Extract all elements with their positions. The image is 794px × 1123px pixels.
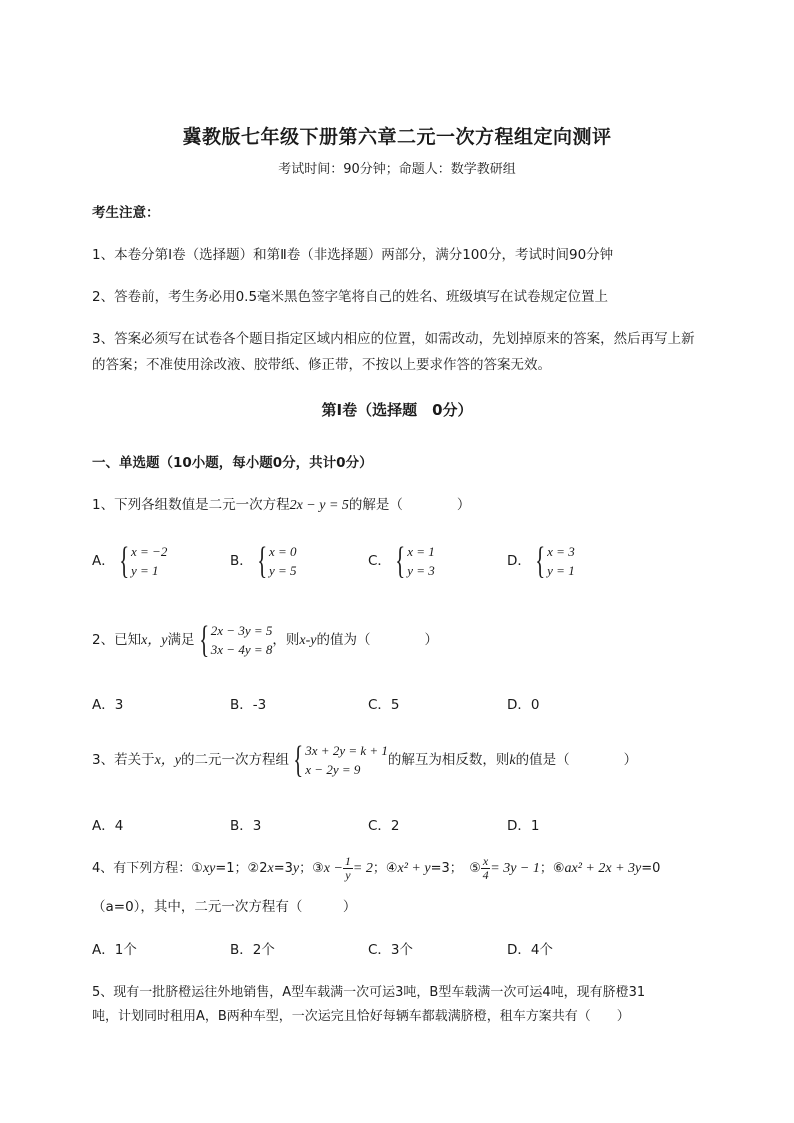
- variable-k: k: [509, 753, 516, 768]
- brace-icon: {: [395, 540, 406, 582]
- option-b[interactable]: B．3: [230, 818, 262, 834]
- brace-icon: {: [256, 540, 267, 582]
- option-a[interactable]: A．4: [92, 818, 124, 834]
- option-b[interactable]: B．2个: [230, 942, 275, 958]
- numerator: 1: [344, 854, 351, 868]
- question-text: 4、有下列方程：①: [92, 861, 203, 876]
- option-b[interactable]: B．-3: [230, 697, 267, 713]
- question-text: ，则: [272, 632, 300, 648]
- variables: x，y: [141, 633, 168, 648]
- option-b[interactable]: [230, 542, 297, 580]
- option-label: A．: [92, 553, 115, 569]
- question-3: [92, 741, 637, 779]
- question-text: 吨，计划同时租用A，B两种车型，一次运完且恰好每辆车都载满脐橙，租车方案共有（ ）: [92, 1009, 630, 1024]
- equation-row: y = 1: [547, 563, 575, 578]
- equation: y: [292, 861, 300, 876]
- expression: x-y: [299, 633, 317, 648]
- fraction: [481, 855, 490, 882]
- denominator: 4: [482, 868, 489, 882]
- brace-icon: {: [198, 619, 209, 661]
- exam-info: 考试时间：90分钟；命题人：数学教研组: [278, 162, 516, 177]
- question-text: ；⑥: [539, 861, 565, 876]
- option-d[interactable]: D．0: [507, 697, 540, 713]
- option-d[interactable]: D．4个: [507, 942, 553, 958]
- brace-icon: {: [535, 540, 546, 582]
- fraction: [343, 855, 353, 882]
- equation: x −: [323, 861, 343, 876]
- question-text: ；④: [372, 861, 398, 876]
- notice-item: 2、答卷前，考生务必用0.5毫米黑色签字笔将自己的姓名、班级填写在试卷规定位置上: [92, 289, 609, 305]
- equation-row: 3x + 2y = k + 1: [305, 743, 388, 758]
- equation-row: x = −2: [131, 544, 168, 559]
- brace-icon: {: [293, 739, 304, 781]
- equation: = 3y − 1: [490, 861, 540, 876]
- option-a[interactable]: A．1个: [92, 942, 137, 958]
- option-c[interactable]: C．3个: [368, 942, 414, 958]
- option-label: C．: [368, 553, 391, 569]
- equation-row: y = 5: [269, 563, 297, 578]
- variables: x，y: [154, 753, 182, 768]
- question-text: 的二元一次方程组: [181, 752, 290, 768]
- notice-item: 3、答案必须写在试卷各个题目指定区域内相应的位置，如需改动，先划掉原来的答案，然后再写上新: [92, 331, 695, 347]
- question-text: 满足: [167, 632, 195, 648]
- notice-item: 的答案；不准使用涂改液、胶带纸、修正带，不按以上要求作答的答案无效。: [92, 357, 551, 373]
- equation: = 2: [352, 861, 373, 876]
- question-text: 的解互为相反数，则: [387, 752, 510, 768]
- question-text: =1；②2: [215, 861, 268, 876]
- equation-row: x = 1: [407, 544, 435, 559]
- question-text: （a=0），其中，二元一次方程有（ ）: [92, 899, 357, 915]
- question-text: ；③: [299, 861, 324, 876]
- option-a[interactable]: A．3: [92, 697, 124, 713]
- part-heading: 一、单选题（10小题，每小题0分，共计0分）: [92, 455, 373, 471]
- equation-row: x = 3: [547, 544, 575, 559]
- notice-heading: 考生注意：: [92, 205, 160, 221]
- option-c[interactable]: C．5: [368, 697, 400, 713]
- question-text: 2、已知: [92, 632, 142, 648]
- equation-row: y = 3: [407, 563, 435, 578]
- denominator: y: [345, 868, 351, 882]
- equation-row: x − 2y = 9: [305, 762, 361, 777]
- option-d[interactable]: [507, 542, 575, 580]
- question-5: 5、现有一批脐橙运往外地销售，A型车载满一次可运3吨，B型车载满一次可运4吨，现有脐橙31: [92, 985, 646, 1000]
- equation: xy: [202, 861, 216, 876]
- option-a[interactable]: [92, 542, 167, 580]
- section-title: 第Ⅰ卷（选择题 0分）: [321, 401, 473, 419]
- question-text: 的值是（ ）: [515, 752, 638, 768]
- equation-row: 3x − 4y = 8: [210, 642, 273, 657]
- brace-icon: {: [118, 540, 129, 582]
- question-text: 1、下列各组数值是二元一次方程: [92, 497, 290, 513]
- question-text: 的解是（ ）: [348, 497, 471, 513]
- equation: ax² + 2x + 3y: [564, 861, 642, 876]
- notice-item: 1、本卷分第Ⅰ卷（选择题）和第Ⅱ卷（非选择题）两部分，满分100分，考试时间90分钟: [92, 247, 614, 263]
- option-c[interactable]: C．2: [368, 818, 400, 834]
- question-1: [92, 493, 470, 514]
- equation: x: [267, 861, 274, 876]
- question-4: [92, 855, 660, 882]
- question-2: [92, 621, 438, 659]
- equation-row: 2x − 3y = 5: [210, 623, 273, 638]
- equation-row: y = 1: [131, 563, 159, 578]
- equation: x² + y: [397, 861, 431, 876]
- equation-row: x = 0: [269, 544, 297, 559]
- option-label: B．: [230, 553, 253, 569]
- question-text: =3: [273, 861, 293, 876]
- question-text: =3； ⑤: [430, 861, 481, 876]
- option-d[interactable]: D．1: [507, 818, 540, 834]
- question-text: =0: [641, 861, 661, 876]
- question-text: 的值为（ ）: [316, 632, 438, 648]
- page-title: 冀教版七年级下册第六章二元一次方程组定向测评: [182, 126, 612, 148]
- question-text: 3、若关于: [92, 752, 155, 768]
- equation: 2x − y = 5: [289, 498, 349, 513]
- numerator: x: [482, 854, 489, 868]
- option-c[interactable]: [368, 542, 435, 580]
- option-label: D．: [507, 553, 531, 569]
